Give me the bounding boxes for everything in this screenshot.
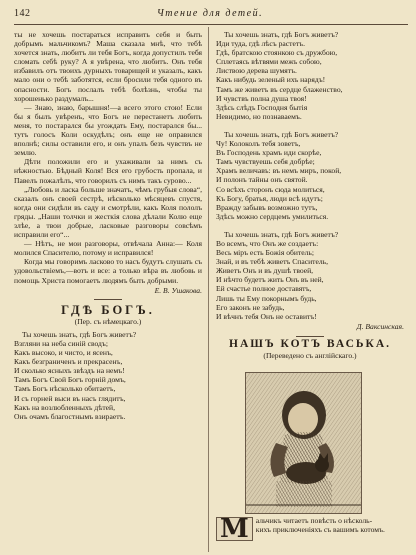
poem-line: Какъ высоко, и чисто, и ясенъ, (14, 348, 113, 358)
poem-line: Чу! Колоколъ тебя зоветъ, (216, 139, 301, 149)
poem-line: Ты хочешь знать, гдѣ Богъ живетъ? (224, 30, 339, 39)
poem-line: И чувствъ полна душа твоя! (216, 93, 307, 103)
section-separator (296, 336, 324, 337)
boy-with-cat-illustration (245, 372, 362, 514)
poem-line: Ей счастье полное доставятъ, (216, 284, 312, 294)
poem-line: Ты хочешь знать, гдѣ Богъ живетъ? (22, 329, 137, 339)
author-signature: Е. В. Ушакова. (154, 285, 202, 295)
drop-cap: М (216, 517, 253, 541)
engraving-image (246, 373, 361, 513)
poem-line: Ты хочешь знать, гдѣ Богъ живетъ? (224, 129, 339, 139)
poem-line: Во всемъ, что Онъ же создаетъ: (216, 238, 319, 248)
poem-line: И нѣчто будетъ жить Онъ въ ней, (216, 275, 324, 285)
header-rule (14, 24, 408, 25)
poem-line: Храмъ величавъ: въ немъ миръ, покой, (216, 166, 342, 176)
story-subtitle: (Переведено съ англійскаго.) (263, 351, 357, 360)
poem-line: Тамъ Богъ нѣсколько обитаетъ, (14, 384, 116, 394)
poem-line: Весь міръ есть Божія обитель; (216, 248, 314, 258)
story-line: альчикъ читаетъ повѣсть о нѣсколь- (255, 516, 373, 525)
author-signature: Д. Ваксинская. (356, 321, 404, 331)
poem-line: И полонъ тайны онъ святой. (216, 175, 308, 185)
poem-line: Тамъ чувствуешь себя добрѣе; (216, 157, 315, 167)
running-title: Чтение для детей. (156, 8, 264, 19)
section-separator (94, 299, 122, 300)
story-title: НАШЪ КОТЪ ВАСЬКА. (229, 337, 391, 350)
story-paragraph: — Знаю, знаю, барышня!—а всего этого стою! Если бы я былъ увѣренъ, что Богъ не перестанетъ любить меня, то постарался бы угождать Ему, постарался бы... тутъ голосъ Коли оскудѣлъ; онъ еще не оправился вполнѣ; силы оставили его, и онъ упалъ безъ чувствъ не землю. (14, 102, 202, 158)
poem-line: Листвою дерева шумятъ. (216, 66, 297, 76)
poem-line: Здѣсь слѣдъ Господня бытія (216, 102, 308, 112)
poem-line: Къ Богу, братья, люди всѣ идутъ; (216, 193, 323, 203)
poem-stanza (14, 330, 202, 421)
poem-line: Тамъ Богъ Свой Богъ горній домъ, (14, 375, 126, 385)
poem-line: Иди туда, гдѣ лѣсъ растетъ. (216, 39, 305, 49)
poem-line: Какъ нибудь зеленый ихъ нарядъ! (216, 75, 326, 85)
right-column (216, 30, 404, 364)
poem-line: И сколько ясныхъ звѣздъ на немъ! (14, 366, 125, 376)
poem-line: Знай, и въ тебѣ живетъ Спаситель, (216, 257, 328, 267)
poem-title: ГДѢ БОГЪ. (61, 302, 155, 317)
poem-line: Сплетаясь вѣтвями межъ собою, (216, 57, 322, 67)
poem-line: Какъ безграниченъ и прекрасенъ, (14, 357, 123, 367)
poem-line: Его законъ не забудь, (216, 302, 285, 312)
story-paragraph: Дѣти положили его и ухаживали за нимъ съ нѣжностью. Бѣдный Коля! Вся его грубость пропала, и Павелъ пожалѣлъ, что говорилъ съ нимъ такъ сурово... (14, 157, 202, 185)
story-paragraph: ты не хочешь постараться исправить себя и быть добрымъ мальчикомъ? Маша сказала мнѣ, что тебѣ хочется знать, любитъ ли тебя Богъ, когда допустилъ тебя сломать себѣ руку? А я увѣрена, что любитъ. Онъ тебя избавилъ отъ твоихъ дурныхъ товарищей и указалъ, какъ мало они о тебѣ заботятся, если бросили тебя одного въ опасности. Богъ послалъ тебѣ болѣзнь, чтобы ты хорошенько раздумалъ... (14, 30, 202, 103)
poem-line: Лишь ты Ему покорнымъ будь, (216, 293, 317, 303)
story-opening (216, 514, 404, 544)
poem-line: Взгляни на неба синій сводъ; (14, 339, 108, 348)
poem-stanza (216, 230, 404, 321)
poem-line: Какъ на возлюбленныхъ дѣтей, (14, 402, 116, 412)
poem-line: И вѣчнъ тебя Онъ не оставитъ! (216, 311, 317, 321)
poem-line: Невидимо, но познаваемъ. (216, 111, 302, 121)
poem-line: Онъ очамъ благостнымъ взираетъ. (14, 411, 126, 421)
column-divider (208, 27, 209, 552)
poem-line: Здѣсь можно сердцемъ умилиться. (216, 211, 329, 221)
poem-stanza (216, 30, 404, 121)
story-paragraph: „Любовь и ласка больше значатъ, чѣмъ грубыя слова“, сказалъ онъ своей сестрѣ, нѣсколько мѣсяцевъ спустя, когда они сидѣли въ саду и смотрѣли, какъ Коля пололъ гряды. „Наши толчки и жесткія слова дѣлали Колю еще злѣе, а твои добрые, ласковые разговоры совсѣмъ исправили его“... (14, 184, 202, 240)
page-header (14, 6, 406, 22)
poem-line: Гдѣ, братскою стоянкою съ дружбою, (216, 48, 338, 58)
poem-stanza (216, 130, 404, 221)
poem-line: Въ Господень храмъ иди скорѣе, (216, 148, 322, 158)
poem-subtitle: (Пер. съ нѣмецкаго.) (74, 316, 142, 326)
poem-line: Со всѣхъ сторонъ сюда молиться, (216, 184, 325, 194)
page-number: 142 (14, 8, 31, 19)
story-paragraph: — Нѣтъ, не мои разговоры, отвѣчала Анна:— Коля молился Спасителю, потому и исправился! (14, 239, 202, 258)
poem-line: Живетъ Онъ и въ душѣ твоей, (216, 266, 314, 276)
poem-line: Ты хочешь знать, гдѣ Богъ живетъ? (224, 229, 339, 239)
poem-line: Вражду забывъ возможно тутъ, (216, 202, 318, 212)
story-line: кихъ приключеніяхъ съ вашимъ котомъ. (255, 525, 385, 535)
poem-line: И съ горней выси въ насъ глядитъ, (14, 393, 126, 403)
story-paragraph: Когда мы говоримъ ласково то насъ будутъ слушать съ удовольствіемъ,—вотъ и все: а только вѣра въ любовь и помощь Христа помогаетъ людямъ быть добрыми. (14, 257, 202, 285)
poem-line: Тамъ же живетъ въ сердце блаженство, (216, 84, 343, 94)
left-column (14, 30, 202, 421)
